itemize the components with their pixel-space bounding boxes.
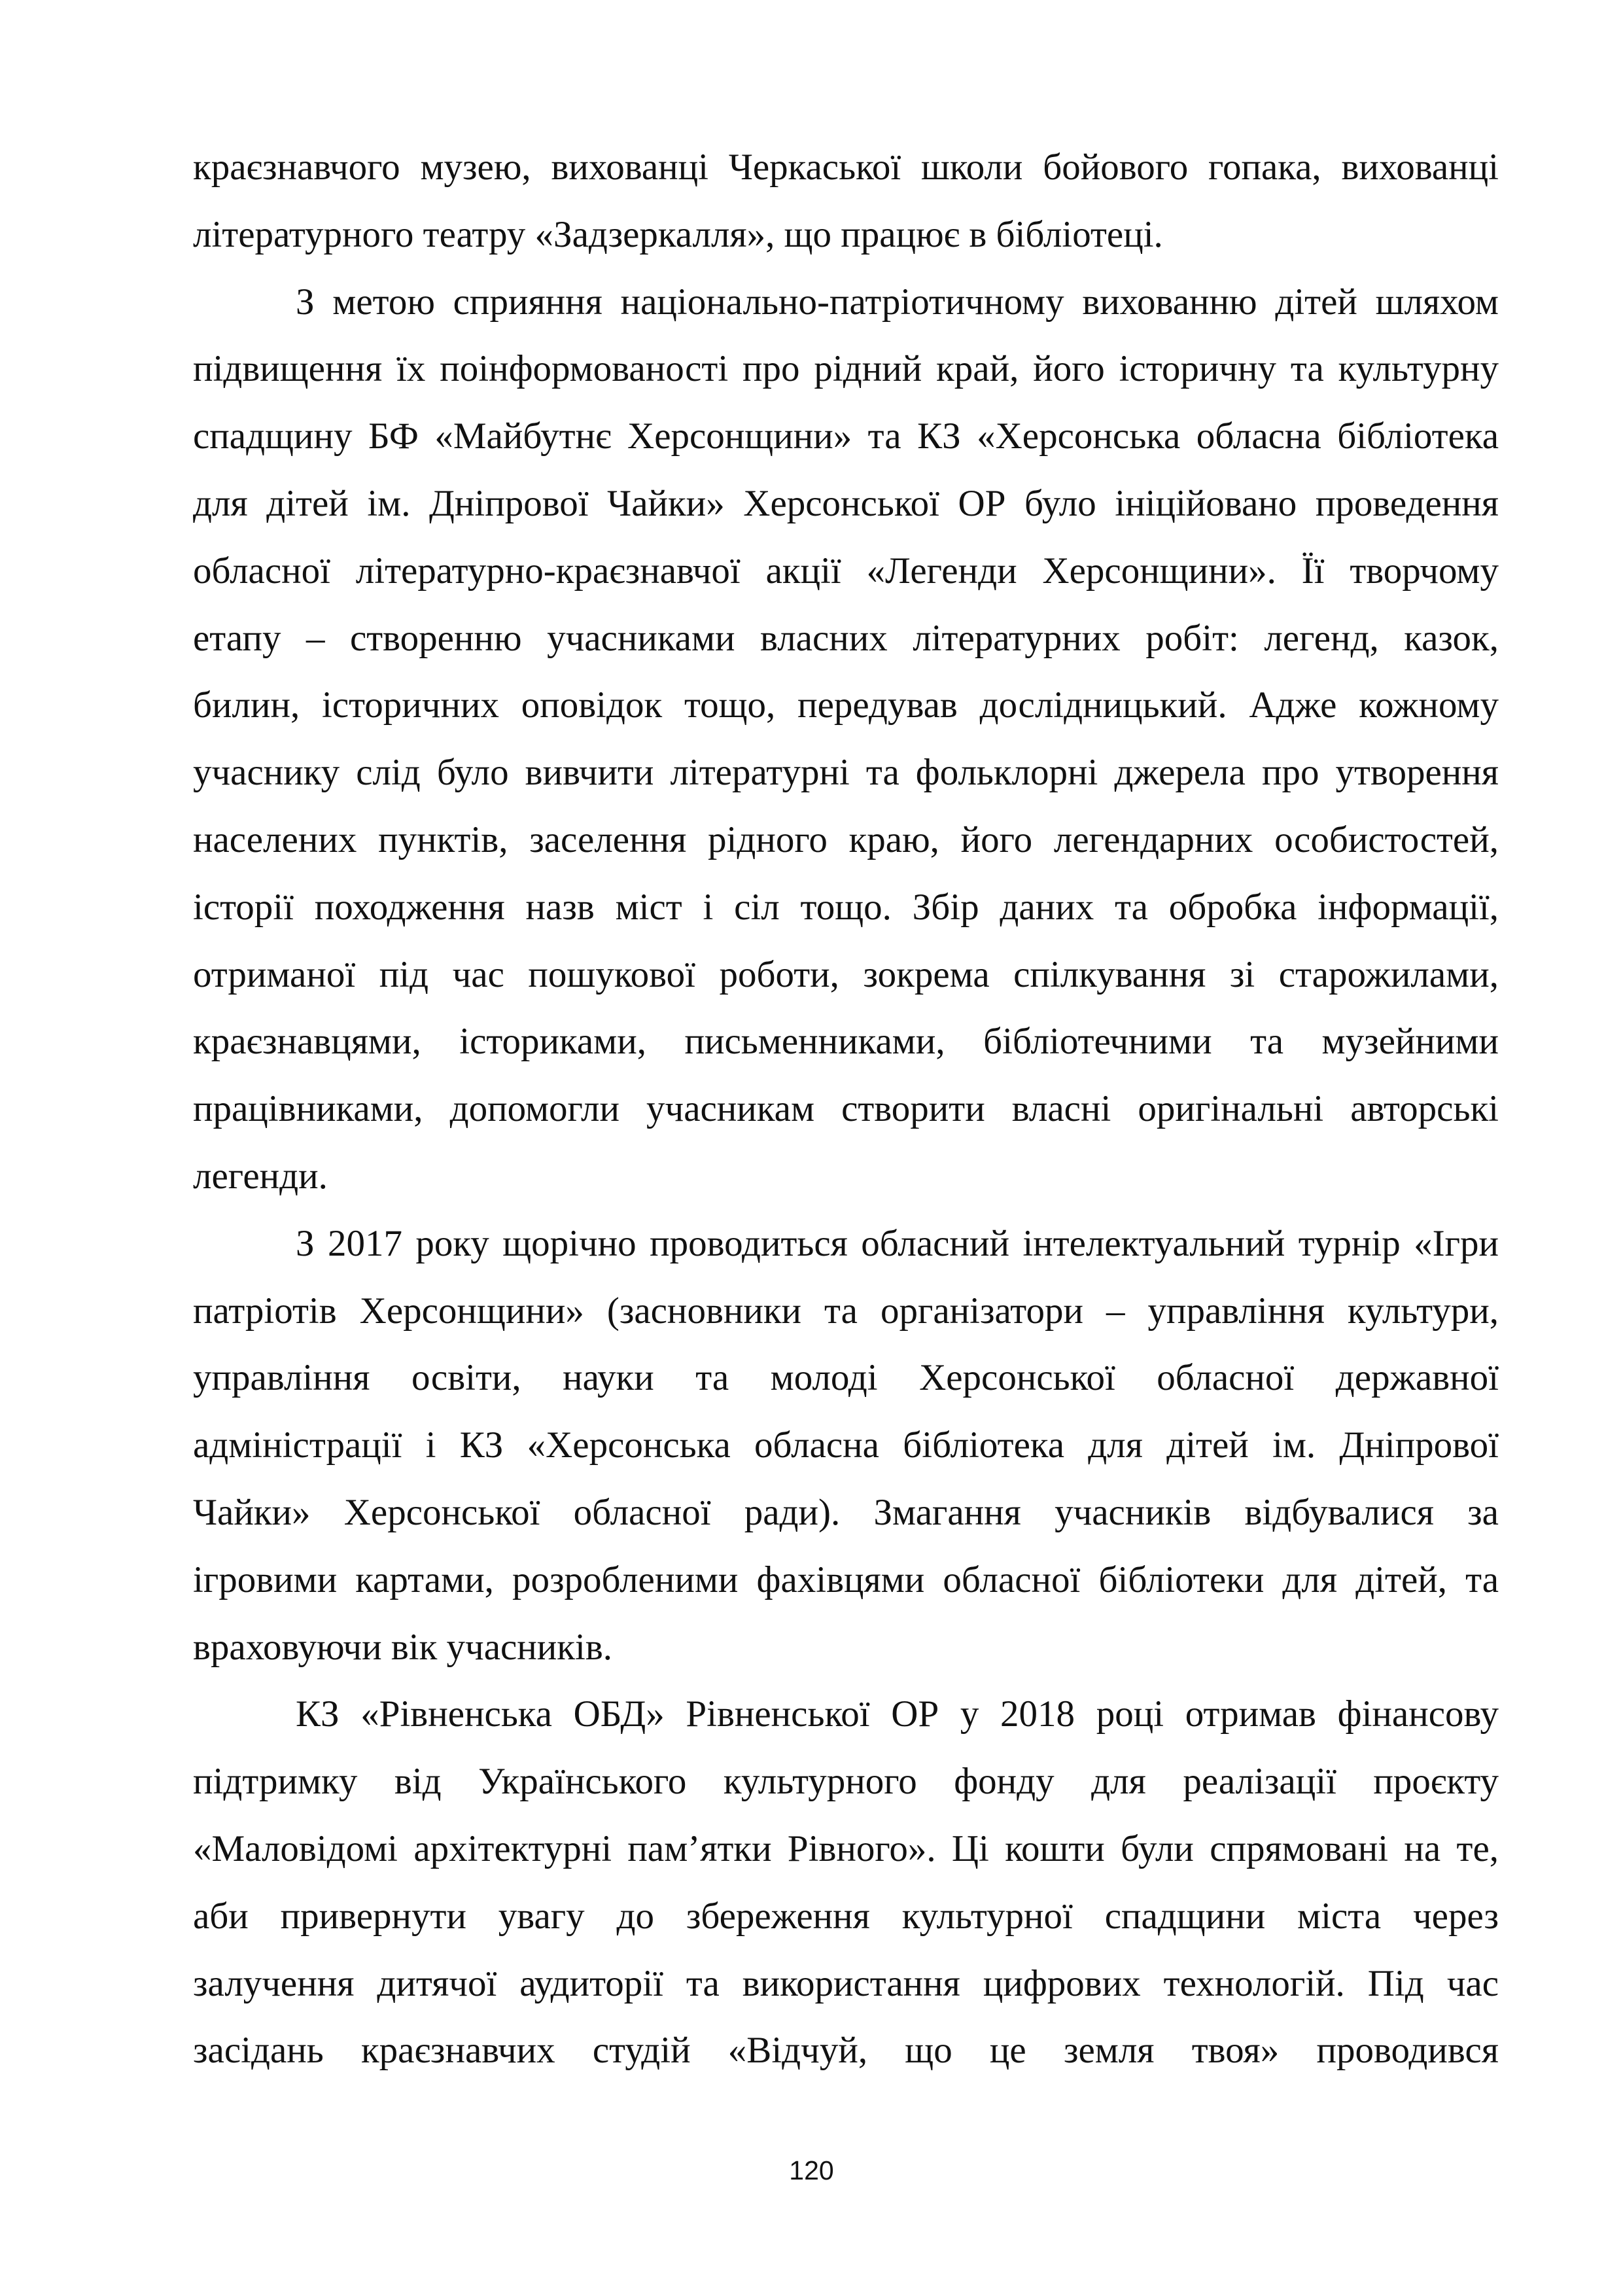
- text-line: обласної літературно-краєзнавчої акції «Легенди Херсонщини». Її творчому: [193, 550, 1499, 592]
- text-line: враховуючи вік учасників.: [193, 1626, 612, 1668]
- text-line: засідань краєзнавчих студій «Відчуй, що це земля твоя» проводився: [193, 2030, 1499, 2072]
- text-line: билин, історичних оповідок тощо, передував дослідницький. Адже кожному: [193, 684, 1499, 726]
- text-line: підтримку від Українського культурного фонду для реалізації проєкту: [193, 1761, 1499, 1803]
- text-line: Чайки» Херсонської обласної ради). Змагання учасників відбувалися за: [193, 1491, 1499, 1533]
- text-line: З метою сприяння національно-патріотичному вихованню дітей шляхом: [296, 281, 1499, 323]
- text-line: З 2017 року щорічно проводиться обласний інтелектуальний турнір «Ігри: [296, 1222, 1499, 1264]
- text-line: краєзнавчого музею, вихованці Черкаської школи бойового гопака, вихованці: [193, 147, 1499, 188]
- body-text: [193, 134, 1499, 2085]
- text-line: учаснику слід було вивчити літературні та фольклорні джерела про утворення: [193, 752, 1499, 794]
- text-line: легенди.: [193, 1155, 328, 1197]
- text-line: «Маловідомі архітектурні пам’ятки Рівного». Ці кошти були спрямовані на те,: [193, 1828, 1499, 1869]
- text-line: історії походження назв міст і сіл тощо. Збір даних та обробка інформації,: [193, 886, 1499, 928]
- text-line: населених пунктів, заселення рідного краю, його легендарних особистостей,: [193, 819, 1499, 860]
- text-line: ігровими картами, розробленими фахівцями обласної бібліотеки для дітей, та: [193, 1559, 1499, 1600]
- text-line: для дітей ім. Дніпрової Чайки» Херсонської ОР було ініційовано проведення: [193, 482, 1499, 524]
- text-line: залучення дитячої аудиторії та використання цифрових технологій. Під час: [193, 1962, 1499, 2004]
- text-line: літературного театру «Задзеркалля», що працює в бібліотеці.: [193, 213, 1163, 255]
- text-line: отриманої під час пошукової роботи, зокрема спілкування зі старожилами,: [193, 953, 1499, 995]
- text-line: працівниками, допомогли учасникам створити власні оригінальні авторські: [193, 1088, 1499, 1130]
- text-line: спадщину БФ «Майбутнє Херсонщини» та КЗ «Херсонська обласна бібліотека: [193, 415, 1499, 457]
- text-line: підвищення їх поінформованості про рідний край, його історичну та культурну: [193, 348, 1499, 390]
- text-line: КЗ «Рівненська ОБД» Рівненської ОР у 2018 році отримав фінансову: [296, 1693, 1499, 1735]
- text-line: управління освіти, науки та молоді Херсонської обласної державної: [193, 1357, 1499, 1399]
- text-line: аби привернути увагу до збереження культурної спадщини міста через: [193, 1895, 1499, 1937]
- text-line: етапу – створенню учасниками власних літературних робіт: легенд, казок,: [193, 617, 1499, 659]
- page-number: 120: [789, 2155, 834, 2185]
- text-line: патріотів Херсонщини» (засновники та організатори – управління культури,: [193, 1290, 1499, 1332]
- text-line: адміністрації і КЗ «Херсонська обласна бібліотека для дітей ім. Дніпрової: [193, 1424, 1499, 1466]
- text-line: краєзнавцями, істориками, письменниками, бібліотечними та музейними: [193, 1021, 1499, 1063]
